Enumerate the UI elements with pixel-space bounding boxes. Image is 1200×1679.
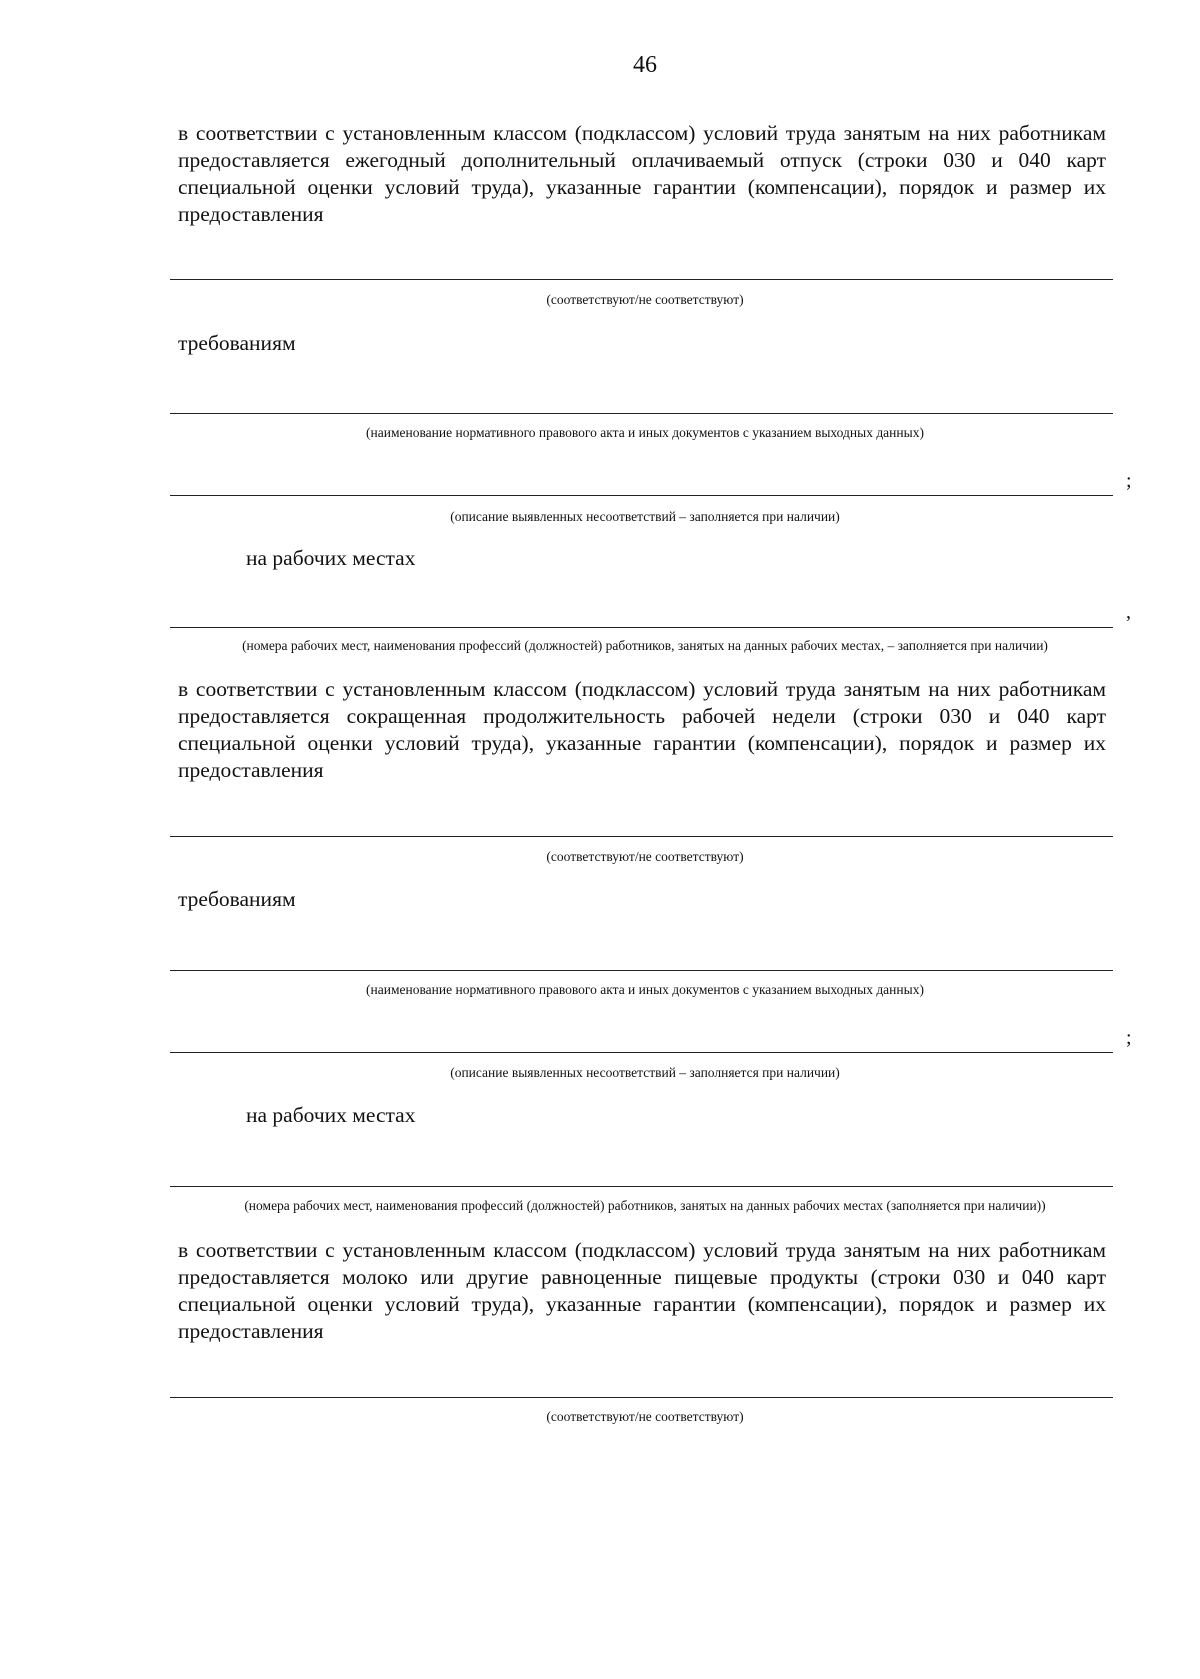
section1-compliance-fill-line[interactable] <box>170 279 1113 280</box>
section2-compliance-fill-line[interactable] <box>170 836 1113 837</box>
section2-act-fill-line[interactable] <box>170 970 1113 971</box>
section2-semicolon: ; <box>1126 1027 1132 1049</box>
section2-requirements-label: требованиям <box>178 887 296 911</box>
section2-workplaces-label: на рабочих местах <box>246 1103 416 1127</box>
section2-workplaces-caption: (номера рабочих мест, наименования профессий (должностей) работников, занятых на данных рабочих местах (заполняется при наличии)) <box>244 1198 1046 1213</box>
section1-requirements-label: требованиям <box>178 331 296 355</box>
section1-workplaces-caption: (номера рабочих мест, наименования профессий (должностей) работников, занятых на данных рабочих местах, – заполняется при наличии) <box>242 638 1048 653</box>
section1-workplaces-label: на рабочих местах <box>246 546 416 570</box>
section1-paragraph: в соответствии с установленным классом (подклассом) условий труда занятым на них работникам предоставляется ежегодный дополнительный оплачиваемый отпуск (строки 030 и 040 карт специальной оценки условий труда), указанные гарантии (компенсации), порядок и размер их предоставления <box>178 121 1106 226</box>
section3-compliance-fill-line[interactable] <box>170 1397 1113 1398</box>
section1-nonconformity-caption: (описание выявленных несоответствий – заполняется при наличии) <box>450 509 840 524</box>
section2-act-caption: (наименование нормативного правового акта и иных документов с указанием выходных данных) <box>366 982 924 997</box>
section1-semicolon: ; <box>1126 470 1132 492</box>
section3-compliance-caption: (соответствуют/не соответствуют) <box>546 1409 744 1424</box>
section1-compliance-caption: (соответствуют/не соответствуют) <box>546 292 744 307</box>
section2-nonconformity-fill-line[interactable] <box>170 1052 1113 1053</box>
section1-act-fill-line[interactable] <box>170 413 1113 414</box>
section2-compliance-caption: (соответствуют/не соответствуют) <box>546 849 744 864</box>
section2-nonconformity-caption: (описание выявленных несоответствий – заполняется при наличии) <box>450 1065 840 1080</box>
section1-act-caption: (наименование нормативного правового акта и иных документов с указанием выходных данных) <box>366 425 924 440</box>
section1-workplaces-fill-line[interactable] <box>170 627 1113 628</box>
section1-nonconformity-fill-line[interactable] <box>170 495 1113 496</box>
section3-paragraph: в соответствии с установленным классом (подклассом) условий труда занятым на них работникам предоставляется молоко или другие равноценные пищевые продукты (строки 030 и 040 карт специальной оценки условий труда), указанные гарантии (компенсации), порядок и размер их предоставления <box>178 1238 1106 1343</box>
section2-paragraph: в соответствии с установленным классом (подклассом) условий труда занятым на них работникам предоставляется сокращенная продолжительность рабочей недели (строки 030 и 040 карт специальной оценки условий труда), указанные гарантии (компенсации), порядок и размер их предоставления <box>178 677 1106 782</box>
page-number: 46 <box>633 52 657 78</box>
section1-comma: , <box>1126 601 1131 623</box>
section2-workplaces-fill-line[interactable] <box>170 1186 1113 1187</box>
